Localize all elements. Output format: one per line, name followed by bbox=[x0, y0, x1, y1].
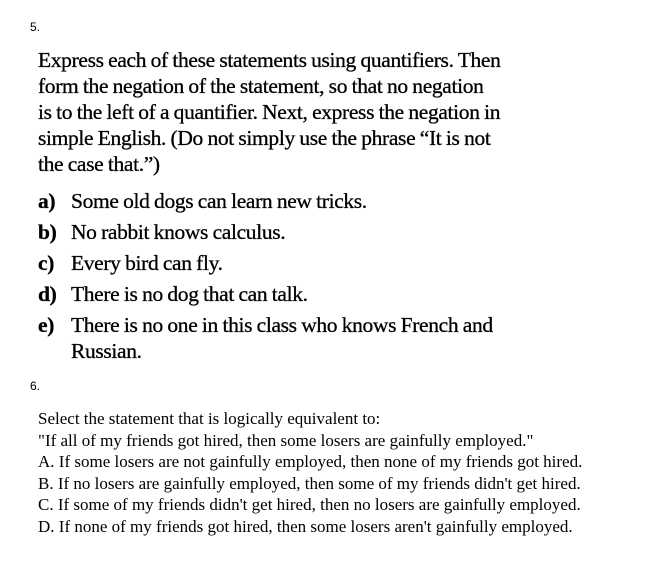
item-text-line: Some old dogs can learn new tricks. bbox=[71, 189, 367, 213]
item-text-line: There is no dog that can talk. bbox=[71, 282, 308, 306]
question-5-prompt-line: simple English. (Do not simply use the phrase “It is not bbox=[38, 126, 491, 150]
item-text bbox=[71, 281, 598, 307]
question-5-item-d bbox=[38, 281, 598, 307]
item-letter: d) bbox=[38, 282, 57, 306]
question-6-body bbox=[38, 408, 643, 538]
item-text bbox=[71, 250, 598, 276]
question-5-item-b bbox=[38, 219, 598, 245]
question-5-item-e bbox=[38, 312, 598, 364]
question-6-option-c: C. If some of my friends didn't get hired, then no losers are gainfully employed. bbox=[38, 495, 581, 515]
item-text bbox=[71, 188, 598, 214]
item-letter: b) bbox=[38, 220, 57, 244]
question-5-items-list bbox=[38, 188, 598, 369]
item-letter: c) bbox=[38, 251, 55, 275]
question-6-option-a: A. If some losers are not gainfully employed, then none of my friends got hired. bbox=[38, 452, 583, 472]
item-letter: e) bbox=[38, 313, 55, 337]
question-5-item-a bbox=[38, 188, 598, 214]
question-6-instruction: Select the statement that is logically equivalent to: bbox=[38, 409, 381, 428]
item-text-line: No rabbit knows calculus. bbox=[71, 220, 286, 244]
question-6-option-d: D. If none of my friends got hired, then some losers aren't gainfully employed. bbox=[38, 516, 573, 536]
question-5-item-c bbox=[38, 250, 598, 276]
item-text bbox=[71, 312, 598, 364]
question-5-prompt-line: form the negation of the statement, so that no negation bbox=[38, 74, 484, 98]
item-text-line: There is no one in this class who knows French and bbox=[71, 313, 493, 337]
question-6-statement: "If all of my friends got hired, then some losers are gainfully employed." bbox=[38, 430, 534, 450]
item-text-line: Russian. bbox=[71, 339, 142, 363]
item-text bbox=[71, 219, 598, 245]
question-5-prompt-line: the case that.”) bbox=[38, 152, 160, 176]
question-5-prompt-line: Express each of these statements using quantifiers. Then bbox=[38, 48, 501, 72]
item-letter: a) bbox=[38, 189, 56, 213]
question-5-number: 5. bbox=[30, 20, 41, 34]
question-5-prompt-line: is to the left of a quantifier. Next, express the negation in bbox=[38, 100, 501, 124]
question-5-prompt bbox=[38, 47, 578, 177]
question-6-number: 6. bbox=[30, 379, 41, 393]
question-6-option-b: B. If no losers are gainfully employed, then some of my friends didn't get hired. bbox=[38, 473, 581, 493]
item-text-line: Every bird can fly. bbox=[71, 251, 223, 275]
